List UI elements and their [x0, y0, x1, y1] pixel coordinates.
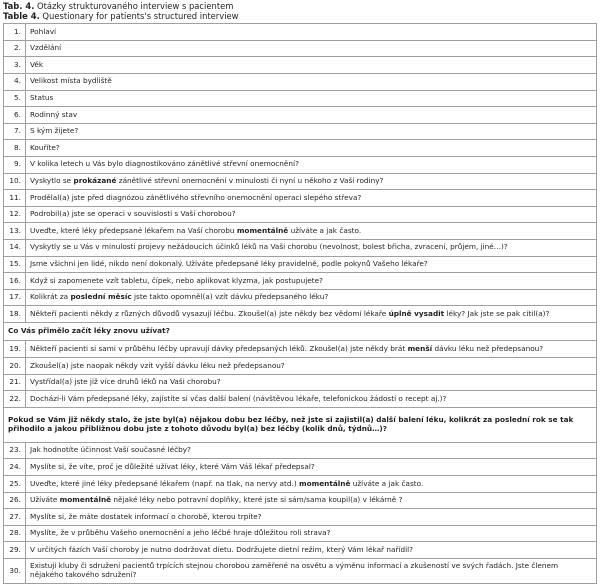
question-number: 24. — [4, 459, 26, 476]
question-text: Co Vás přimělo začít léky znovu užívat? — [8, 326, 170, 336]
section-question-cell — [4, 407, 597, 442]
question-text: Když si zapomenete vzít tabletu, čípek, nebo aplikovat klyzma, jak postupujete? — [30, 275, 323, 285]
question-number: 5. — [4, 90, 26, 107]
question-cell — [26, 107, 597, 124]
question-cell — [26, 57, 597, 74]
emphasized-text: momentálně — [236, 225, 289, 235]
question-number: 7. — [4, 123, 26, 140]
question-number: 11. — [4, 190, 26, 207]
question-text: Užíváte — [30, 495, 60, 505]
question-text: S kým žijete? — [30, 126, 79, 136]
question-cell — [26, 190, 597, 207]
section-question-cell — [4, 322, 597, 341]
table-row — [4, 374, 597, 391]
question-number: 18. — [4, 306, 26, 323]
question-text: Jsme všichni jen lidé, nikdo není dokonalý. Užíváte předepsané léky pravidelně, podle pokynů Vašeho lékaře? — [30, 259, 428, 268]
table-row — [4, 24, 597, 41]
table-row — [4, 273, 597, 290]
table-row — [4, 341, 597, 358]
emphasized-text: poslední měsíc — [70, 292, 132, 302]
question-number: 25. — [4, 476, 26, 493]
table-row — [4, 542, 597, 559]
table-row — [4, 492, 597, 509]
question-cell — [26, 442, 597, 459]
question-number: 3. — [4, 57, 26, 74]
question-text: Existují kluby či sdružení pacientů trpících stejnou chorobou zaměřené na osvětu a výměnu informací a zkušeností ve svých řadách. Jste členem nějakého takového sdružení? — [30, 561, 559, 579]
table-row — [4, 156, 597, 173]
table-row — [4, 476, 597, 493]
question-text: Někteří pacienti někdy z různých důvodů vysazují léčbu. Zkoušel(a) jste někdy bez vědomí lékaře — [30, 308, 389, 318]
question-text: nějaké léky nebo potravní doplňky, které jste si sám/sama koupil(a) v lékárně ? — [111, 495, 403, 505]
table-section-row — [4, 322, 597, 341]
question-cell — [26, 509, 597, 526]
question-cell — [26, 256, 597, 273]
caption-text-cz: Otázky strukturovaného interview s pacientem — [34, 1, 234, 11]
questionnaire-body — [4, 24, 597, 584]
table-row — [4, 123, 597, 140]
question-text: dávku léku než předepsanou? — [432, 343, 544, 353]
table-row — [4, 206, 597, 223]
table-row — [4, 140, 597, 157]
table-row — [4, 40, 597, 57]
question-number: 19. — [4, 341, 26, 358]
emphasized-text: menší — [407, 343, 433, 353]
question-cell — [26, 90, 597, 107]
question-text: Pohlaví — [30, 26, 57, 36]
question-cell — [26, 559, 597, 584]
question-text: Myslíte, že v průběhu Vašeho onemocnění a jeho léčbě hraje důležitou roli strava? — [30, 528, 331, 538]
question-cell — [26, 40, 597, 57]
question-text: V určitých fázích Vaší choroby je nutno dodržovat dietu. Dodržujete dietní režim, který Vám lékař nařídil? — [30, 544, 414, 554]
question-number: 22. — [4, 391, 26, 408]
question-number: 13. — [4, 223, 26, 240]
question-number: 20. — [4, 358, 26, 375]
table-row — [4, 190, 597, 207]
emphasized-text: prokázané — [73, 176, 117, 186]
question-text: Vzdělání — [30, 43, 62, 53]
question-cell — [26, 206, 597, 223]
table-row — [4, 90, 597, 107]
question-number: 21. — [4, 374, 26, 391]
question-text: užíváte a jak často. — [350, 478, 424, 488]
table-row — [4, 358, 597, 375]
caption-label-en: Table 4. — [3, 10, 40, 21]
question-number: 8. — [4, 140, 26, 157]
question-text: Velikost místa bydliště — [30, 76, 112, 86]
table-row — [4, 459, 597, 476]
question-cell — [26, 123, 597, 140]
question-text: V kolika letech u Vás bylo diagnostikováno zánětlivé střevní onemocnění? — [30, 159, 299, 169]
table-row — [4, 57, 597, 74]
question-cell — [26, 476, 597, 493]
question-number: 15. — [4, 256, 26, 273]
table-caption-en — [3, 12, 597, 22]
emphasized-text: úplně vysadit — [388, 308, 445, 318]
table-row — [4, 239, 597, 256]
question-text: Kolikrát za — [30, 292, 71, 302]
question-cell — [26, 239, 597, 256]
question-number: 4. — [4, 73, 26, 90]
question-cell — [26, 525, 597, 542]
table-row — [4, 289, 597, 306]
question-cell — [26, 542, 597, 559]
question-cell — [26, 223, 597, 240]
question-number: 23. — [4, 442, 26, 459]
question-text: Uveďte, které léky předepsané lékařem na Vaší chorobu — [30, 225, 237, 235]
question-text: Vyskytlo se — [30, 176, 74, 186]
question-text: Dochází-li Vám předepsané léky, zajistíte si včas další balení (návštěvou lékaře, telefonickou žádostí o recept aj.)? — [30, 393, 447, 403]
question-number: 14. — [4, 239, 26, 256]
question-text: Podrobil(a) jste se operaci v souvislosti s Vaší chorobou? — [30, 209, 236, 219]
question-cell — [26, 341, 597, 358]
question-number: 1. — [4, 24, 26, 41]
question-cell — [26, 156, 597, 173]
questionnaire-table — [3, 23, 597, 584]
question-text: Prodělal(a) jste před diagnózou zánětlivého střevního onemocnění operaci slepého střeva? — [30, 192, 362, 202]
question-cell — [26, 374, 597, 391]
caption-text-en: Questionary for patients's structured interview — [39, 10, 239, 21]
question-cell — [26, 140, 597, 157]
question-text: Vystřídal(a) jste již více druhů léků na Vaši chorobu? — [30, 377, 221, 387]
question-cell — [26, 358, 597, 375]
question-number: 16. — [4, 273, 26, 290]
question-cell — [26, 459, 597, 476]
table-row — [4, 391, 597, 408]
question-number: 17. — [4, 289, 26, 306]
question-text: Jak hodnotíte účinnost Vaší současné léčby? — [30, 445, 191, 455]
table-row — [4, 223, 597, 240]
question-text: Kouříte? — [30, 142, 60, 152]
question-number: 26. — [4, 492, 26, 509]
table-row — [4, 73, 597, 90]
emphasized-text: momentálně — [59, 495, 112, 505]
question-text: Myslíte si, že víte, proč je důležité užívat léky, které Vám Váš lékař předepsal? — [30, 461, 315, 471]
question-text: Vyskytly se u Vás v minulosti projevy nežádoucích účinků léků na Vaši chorobu (nevolnost, bolest břicha, zvracení, průjem, jiné…)? — [30, 242, 508, 252]
question-number: 9. — [4, 156, 26, 173]
question-number: 27. — [4, 509, 26, 526]
question-cell — [26, 306, 597, 323]
question-number: 6. — [4, 107, 26, 124]
question-text: Uveďte, které jiné léky předepsané lékařem (např. na tlak, na nervy atd.) — [30, 478, 299, 488]
question-text: Myslíte si, že máte dostatek informací o chorobě, kterou trpíte? — [30, 511, 262, 521]
question-text: užíváte a jak často. — [288, 225, 362, 235]
question-number: 30. — [4, 559, 26, 584]
table-row — [4, 509, 597, 526]
table-row — [4, 173, 597, 190]
question-text: léky? Jak jste se pak cítil(a)? — [444, 308, 550, 318]
caption-label-cz: Tab. 4. — [3, 1, 35, 11]
table-row — [4, 559, 597, 584]
table-row — [4, 306, 597, 323]
question-number: 29. — [4, 542, 26, 559]
question-cell — [26, 73, 597, 90]
question-text: Status — [30, 93, 54, 103]
question-number: 10. — [4, 173, 26, 190]
question-text: Pokud se Vám již někdy stalo, že jste byl(a) nějakou dobu bez léčby, než jste si zajistil(a) další balení léku, kolikrát za poslední rok se tak přihodilo a jakou přibližnou dobu jste z tohoto důvodu byl(a) bez léčby (kolik dnů, týdnů…)? — [8, 415, 574, 433]
emphasized-text: momentálně — [298, 478, 351, 488]
question-number: 2. — [4, 40, 26, 57]
question-number: 12. — [4, 206, 26, 223]
question-text: zánětlivé střevní onemocnění v minulosti či nyní u někoho z Vaší rodiny? — [116, 176, 384, 186]
question-cell — [26, 492, 597, 509]
question-cell — [26, 273, 597, 290]
question-cell — [26, 289, 597, 306]
question-cell — [26, 24, 597, 41]
question-cell — [26, 173, 597, 190]
question-text: jste takto opomněl(a) vzít dávku předepsaného léku? — [131, 292, 329, 302]
question-text: Rodinný stav — [30, 109, 78, 119]
table-row — [4, 256, 597, 273]
question-number: 28. — [4, 525, 26, 542]
table-row — [4, 107, 597, 124]
table-row — [4, 525, 597, 542]
question-text: Někteří pacienti si sami v průběhu léčby upravují dávky předepsaných léků. Zkoušel(a) jste někdy brát — [30, 343, 408, 353]
question-cell — [26, 391, 597, 408]
table-section-row — [4, 407, 597, 442]
question-text: Zkoušel(a) jste naopak někdy vzít vyšší dávku léku než předepsanou? — [30, 360, 285, 370]
table-row — [4, 442, 597, 459]
question-text: Věk — [30, 59, 44, 69]
